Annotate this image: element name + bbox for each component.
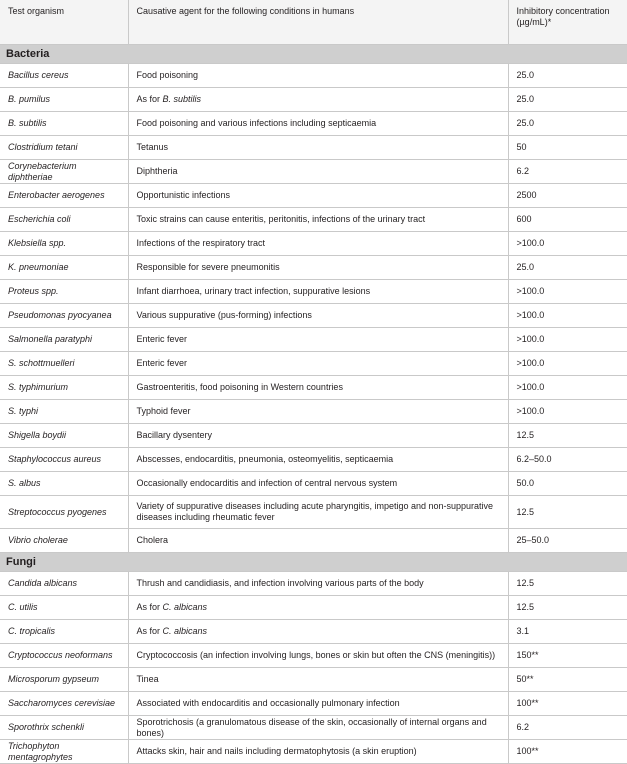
condition-organism-ref: C. albicans bbox=[162, 626, 208, 636]
concentration-cell: >100.0 bbox=[508, 400, 627, 424]
condition-cell: Sporotrichosis (a granulomatous disease of the skin, occasionally of internal organs and bones) bbox=[128, 716, 508, 740]
organism-cell: Streptococcus pyogenes bbox=[0, 496, 128, 529]
organism-cell: Salmonella paratyphi bbox=[0, 328, 128, 352]
table-row bbox=[0, 112, 627, 136]
table-row bbox=[0, 352, 627, 376]
concentration-cell: >100.0 bbox=[508, 376, 627, 400]
organism-cell: S. typhimurium bbox=[0, 376, 128, 400]
condition-cell: Opportunistic infections bbox=[128, 184, 508, 208]
organism-cell: Saccharomyces cerevisiae bbox=[0, 692, 128, 716]
condition-cell: Occasionally endocarditis and infection of central nervous system bbox=[128, 472, 508, 496]
table-row bbox=[0, 328, 627, 352]
table-row bbox=[0, 716, 627, 740]
table-row bbox=[0, 596, 627, 620]
table-row bbox=[0, 448, 627, 472]
table-row bbox=[0, 529, 627, 553]
header-test-organism: Test organism bbox=[0, 0, 128, 45]
condition-cell bbox=[128, 596, 508, 620]
concentration-cell: 12.5 bbox=[508, 572, 627, 596]
table-row bbox=[0, 64, 627, 88]
table-row bbox=[0, 232, 627, 256]
condition-cell: Tinea bbox=[128, 668, 508, 692]
table-row bbox=[0, 424, 627, 448]
concentration-cell: 3.1 bbox=[508, 620, 627, 644]
table-row bbox=[0, 280, 627, 304]
concentration-cell: 50 bbox=[508, 136, 627, 160]
condition-cell: Abscesses, endocarditis, pneumonia, osteomyelitis, septicaemia bbox=[128, 448, 508, 472]
concentration-cell: 100** bbox=[508, 740, 627, 764]
condition-cell: Thrush and candidiasis, and infection involving various parts of the body bbox=[128, 572, 508, 596]
condition-cell: Enteric fever bbox=[128, 352, 508, 376]
organism-cell: Staphylococcus aureus bbox=[0, 448, 128, 472]
table-row bbox=[0, 668, 627, 692]
organism-cell: Enterobacter aerogenes bbox=[0, 184, 128, 208]
organism-cell: Cryptococcus neoformans bbox=[0, 644, 128, 668]
organism-cell: C. tropicalis bbox=[0, 620, 128, 644]
table-row bbox=[0, 692, 627, 716]
condition-cell: Tetanus bbox=[128, 136, 508, 160]
organism-cell: S. albus bbox=[0, 472, 128, 496]
table-row bbox=[0, 572, 627, 596]
concentration-cell: >100.0 bbox=[508, 352, 627, 376]
condition-cell: Cryptococcosis (an infection involving lungs, bones or skin but often the CNS (meningitis)) bbox=[128, 644, 508, 668]
concentration-cell: 50.0 bbox=[508, 472, 627, 496]
concentration-cell: 100** bbox=[508, 692, 627, 716]
organism-cell: S. typhi bbox=[0, 400, 128, 424]
table-row bbox=[0, 496, 627, 529]
organism-cell: B. subtilis bbox=[0, 112, 128, 136]
organism-cell: C. utilis bbox=[0, 596, 128, 620]
organism-cell: Klebsiella spp. bbox=[0, 232, 128, 256]
organism-cell: K. pneumoniae bbox=[0, 256, 128, 280]
concentration-cell: 12.5 bbox=[508, 596, 627, 620]
table-header bbox=[0, 0, 627, 45]
table-row bbox=[0, 740, 627, 764]
concentration-cell: 600 bbox=[508, 208, 627, 232]
organism-cell: Shigella boydii bbox=[0, 424, 128, 448]
concentration-cell: 12.5 bbox=[508, 496, 627, 529]
organism-cell: Corynebacterium diphtheriae bbox=[0, 160, 128, 184]
condition-cell: Gastroenteritis, food poisoning in Western countries bbox=[128, 376, 508, 400]
table-row bbox=[0, 160, 627, 184]
table-row bbox=[0, 400, 627, 424]
organism-cell: Clostridium tetani bbox=[0, 136, 128, 160]
concentration-cell: 2500 bbox=[508, 184, 627, 208]
section-title: Bacteria bbox=[0, 45, 627, 64]
condition-cell: Food poisoning and various infections including septicaemia bbox=[128, 112, 508, 136]
concentration-cell: >100.0 bbox=[508, 232, 627, 256]
section-title: Fungi bbox=[0, 553, 627, 572]
table-row bbox=[0, 208, 627, 232]
concentration-cell: 25.0 bbox=[508, 64, 627, 88]
table-row bbox=[0, 620, 627, 644]
condition-cell bbox=[128, 620, 508, 644]
header-causative-agent: Causative agent for the following conditions in humans bbox=[128, 0, 508, 45]
condition-cell: Diphtheria bbox=[128, 160, 508, 184]
condition-cell: Infections of the respiratory tract bbox=[128, 232, 508, 256]
condition-cell: Enteric fever bbox=[128, 328, 508, 352]
table-row bbox=[0, 184, 627, 208]
condition-prefix: As for bbox=[136, 602, 163, 612]
condition-cell: Typhoid fever bbox=[128, 400, 508, 424]
table-row bbox=[0, 136, 627, 160]
organism-cell: Bacillus cereus bbox=[0, 64, 128, 88]
table-body bbox=[0, 45, 627, 764]
condition-organism-ref: C. albicans bbox=[162, 602, 208, 612]
concentration-cell: >100.0 bbox=[508, 304, 627, 328]
condition-cell: Various suppurative (pus-forming) infections bbox=[128, 304, 508, 328]
condition-prefix: As for bbox=[136, 626, 163, 636]
organism-cell: Proteus spp. bbox=[0, 280, 128, 304]
organism-cell: Pseudomonas pyocyanea bbox=[0, 304, 128, 328]
organism-cell: S. schottmuelleri bbox=[0, 352, 128, 376]
organism-cell: Microsporum gypseum bbox=[0, 668, 128, 692]
condition-cell: Attacks skin, hair and nails including dermatophytosis (a skin eruption) bbox=[128, 740, 508, 764]
concentration-cell: 50** bbox=[508, 668, 627, 692]
table-row bbox=[0, 376, 627, 400]
table-row bbox=[0, 256, 627, 280]
organism-cell: Candida albicans bbox=[0, 572, 128, 596]
organism-cell: Trichophyton mentagrophytes bbox=[0, 740, 128, 764]
concentration-cell: >100.0 bbox=[508, 328, 627, 352]
concentration-cell: 25.0 bbox=[508, 88, 627, 112]
concentration-cell: 25.0 bbox=[508, 256, 627, 280]
concentration-cell: 150** bbox=[508, 644, 627, 668]
concentration-cell: >100.0 bbox=[508, 280, 627, 304]
concentration-cell: 25.0 bbox=[508, 112, 627, 136]
condition-cell: Associated with endocarditis and occasionally pulmonary infection bbox=[128, 692, 508, 716]
condition-organism-ref: B. subtilis bbox=[162, 94, 202, 104]
organism-cell: Escherichia coli bbox=[0, 208, 128, 232]
condition-cell bbox=[128, 88, 508, 112]
condition-cell: Responsible for severe pneumonitis bbox=[128, 256, 508, 280]
section-header bbox=[0, 553, 627, 572]
condition-cell: Cholera bbox=[128, 529, 508, 553]
concentration-cell: 12.5 bbox=[508, 424, 627, 448]
concentration-cell: 6.2 bbox=[508, 160, 627, 184]
concentration-cell: 6.2–50.0 bbox=[508, 448, 627, 472]
organism-cell: B. pumilus bbox=[0, 88, 128, 112]
condition-cell: Bacillary dysentery bbox=[128, 424, 508, 448]
condition-cell: Toxic strains can cause enteritis, peritonitis, infections of the urinary tract bbox=[128, 208, 508, 232]
table-row bbox=[0, 472, 627, 496]
section-header bbox=[0, 45, 627, 64]
condition-prefix: As for bbox=[136, 94, 163, 104]
table-row bbox=[0, 304, 627, 328]
condition-cell: Variety of suppurative diseases including acute pharyngitis, impetigo and non-suppurative diseases including rheumatic fever bbox=[128, 496, 508, 529]
condition-cell: Infant diarrhoea, urinary tract infection, suppurative lesions bbox=[128, 280, 508, 304]
header-inhibitory-concentration: Inhibitory concentration (µg/mL)* bbox=[508, 0, 627, 45]
concentration-cell: 6.2 bbox=[508, 716, 627, 740]
concentration-cell: 25–50.0 bbox=[508, 529, 627, 553]
organism-cell: Sporothrix schenkli bbox=[0, 716, 128, 740]
organism-cell: Vibrio cholerae bbox=[0, 529, 128, 553]
condition-cell: Food poisoning bbox=[128, 64, 508, 88]
table-row bbox=[0, 644, 627, 668]
table-row bbox=[0, 88, 627, 112]
